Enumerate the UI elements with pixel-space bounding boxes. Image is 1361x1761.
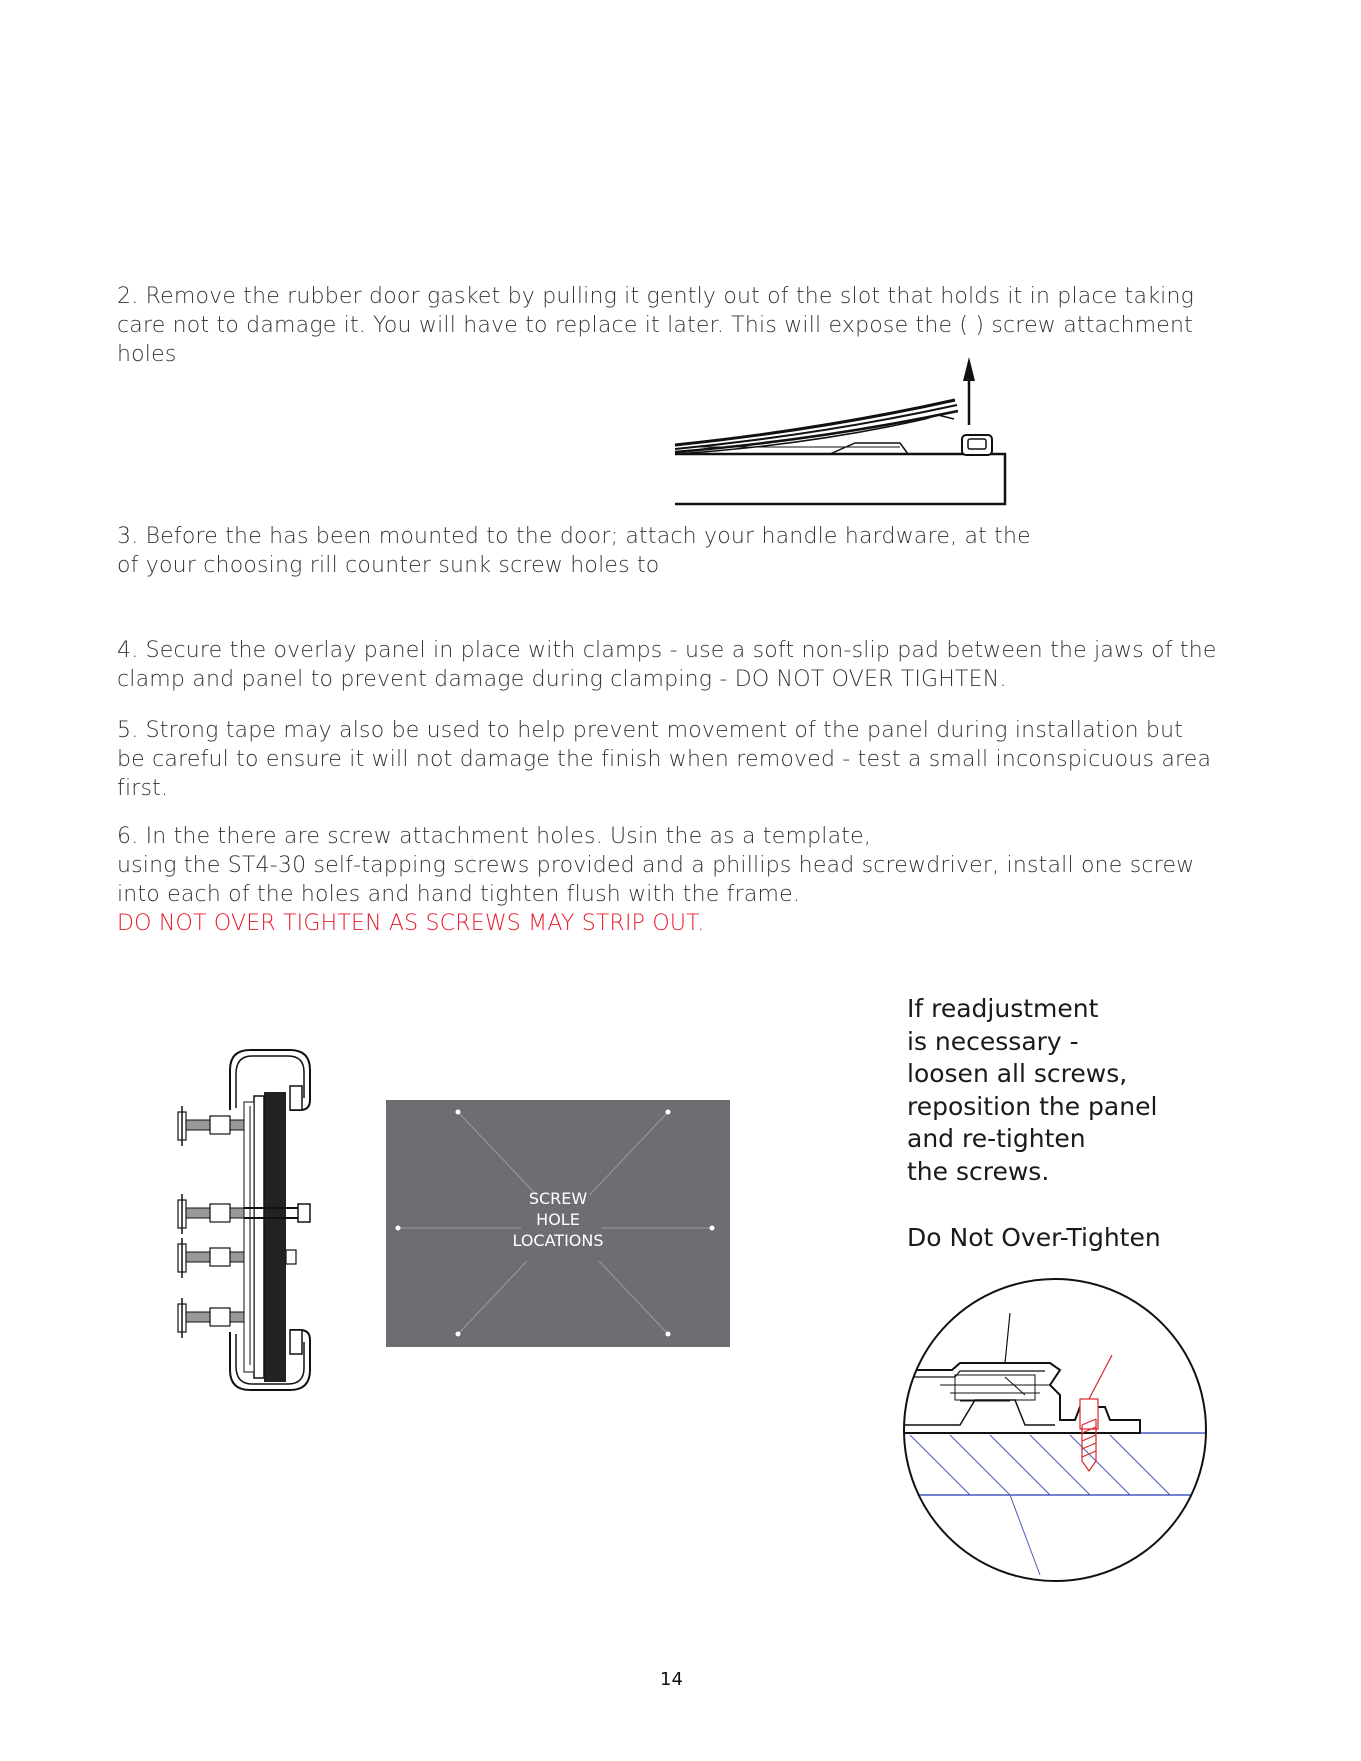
step-3-line-1: 3. Before the has been mounted to the door; attach your handle hardware, at the xyxy=(117,524,1031,549)
step-3-line-2: of your choosing rill counter sunk screw holes to xyxy=(117,553,660,578)
screw-hole-top-right xyxy=(666,1110,671,1115)
screw-hole-label xyxy=(386,1188,730,1251)
screw-hole-label-line-3: LOCATIONS xyxy=(512,1231,604,1250)
overtighten-warning: DO NOT OVER TIGHTEN AS SCREWS MAY STRIP OUT. xyxy=(117,911,705,936)
step-2-line-1: 2. Remove the rubber door gasket by pulling it gently out of the slot that holds it in place taking xyxy=(117,284,1194,309)
readjust-line-2: is necessary - xyxy=(907,1026,1079,1056)
screw-hole-label-line-2: HOLE xyxy=(536,1210,580,1229)
step-2-text xyxy=(117,282,1194,369)
step-4-text xyxy=(117,636,1217,694)
step-2-line-3: holes xyxy=(117,342,177,367)
step-5-text xyxy=(117,716,1211,803)
over-tighten-caution: Do Not Over-Tighten xyxy=(907,1223,1161,1252)
step-5-line-2: be careful to ensure it will not damage the finish when removed - test a small inconspicuous area xyxy=(117,747,1212,772)
step-5-line-3: first. xyxy=(117,776,169,801)
step-4-line-1: 4. Secure the overlay panel in place with clamps - use a soft non-slip pad between the jaws of the xyxy=(117,638,1217,663)
clamp-illustration xyxy=(170,1040,320,1405)
screw-hole-top-left xyxy=(456,1110,461,1115)
page-number: 14 xyxy=(660,1669,683,1690)
step-6-line-2: using the ST4-30 self-tapping screws provided and a phillips head screwdriver, install one screw xyxy=(117,853,1195,878)
step-6-line-3: into each of the holes and hand tighten flush with the frame. xyxy=(117,882,801,907)
readjust-line-1: If readjustment xyxy=(907,994,1099,1023)
screw-detail-illustration xyxy=(900,1275,1210,1585)
readjust-line-5: and re-tighten xyxy=(907,1124,1086,1153)
step-5-line-1: 5. Strong tape may also be used to help prevent movement of the panel during installation but xyxy=(117,718,1184,743)
screw-hole-label-line-1: SCREW xyxy=(528,1189,588,1208)
step-3-text xyxy=(117,522,1031,580)
readjust-line-6: the screws. xyxy=(907,1156,1050,1186)
step-6-line-1: 6. In the there are screw attachment holes. Usin the as a template, xyxy=(117,824,872,849)
readjust-line-3: loosen all screws, xyxy=(907,1059,1128,1088)
screw-hole-bottom-left xyxy=(456,1332,461,1337)
step-4-line-2: clamp and panel to prevent damage during clamping - DO NOT OVER TIGHTEN. xyxy=(117,667,1007,692)
step-2-line-2: care not to damage it. You will have to replace it later. This will expose the ( ) screw attachment xyxy=(117,313,1193,338)
readjust-line-4: reposition the panel xyxy=(907,1091,1158,1121)
screw-hole-bottom-right xyxy=(666,1332,671,1337)
gasket-removal-illustration xyxy=(670,355,1010,511)
readjust-note xyxy=(907,993,1157,1188)
step-6-text xyxy=(117,822,1194,938)
